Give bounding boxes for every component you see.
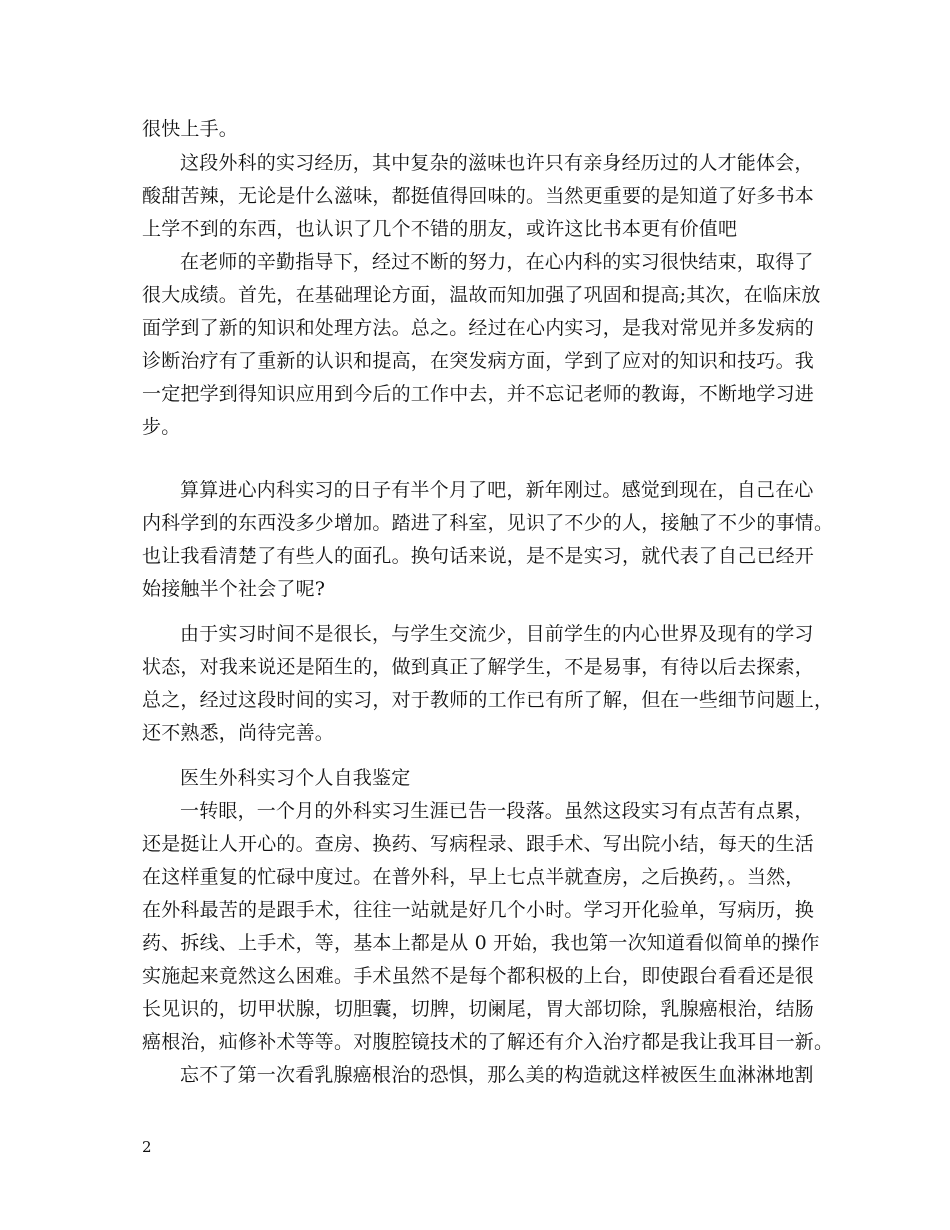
page-number: 2 <box>142 1138 152 1156</box>
text-line: 实施起来竟然这么困难。手术虽然不是每个都积极的上台，即使跟台看看还是很 <box>142 965 815 987</box>
text-line: 一定把学到得知识应用到今后的工作中去，并不忘记老师的教诲，不断地学习进 <box>142 383 815 405</box>
paragraph-start-line: 一转眼，一个月的外科实习生涯已告一段落。虽然这段实习有点苦有点累， <box>180 800 814 822</box>
text-line: 诊断治疗有了重新的认识和提高，在突发病方面，学到了应对的知识和技巧。我 <box>142 350 815 372</box>
text-line: 很快上手。 <box>142 118 239 140</box>
text-line: 在外科最苦的是跟手术，往往一站就是好几个小时。学习开化验单，写病历，换 <box>142 899 815 921</box>
text-line: 面学到了新的知识和处理方法。总之。经过在心内实习，是我对常见并多发病的 <box>142 317 815 339</box>
text-line: 步。 <box>142 416 181 438</box>
text-line: 酸甜苦辣，无论是什么滋味，都挺值得回味的。当然更重要的是知道了好多书本 <box>142 185 815 207</box>
text-line: 总之，经过这段时间的实习，对于教师的工作已有所了解，但在一些细节问题上， <box>142 689 834 711</box>
paragraph-start-line: 由于实习时间不是很长，与学生交流少，目前学生的内心世界及现有的学习 <box>180 623 814 645</box>
text-line: 上学不到的东西，也认识了几个不错的朋友，或许这比书本更有价值吧 <box>142 218 738 240</box>
paragraph-start-line: 这段外科的实习经历，其中复杂的滋味也许只有亲身经历过的人才能体会， <box>180 152 814 174</box>
paragraph-start-line: 在老师的辛勤指导下，经过不断的努力，在心内科的实习很快结束，取得了 <box>180 251 814 273</box>
text-line: 状态，对我来说还是陌生的，做到真正了解学生，不是易事，有待以后去探索， <box>142 656 815 678</box>
paragraph-start-line: 算算进心内科实习的日子有半个月了吧，新年刚过。感觉到现在，自己在心 <box>180 479 814 501</box>
text-line: 很大成绩。首先，在基础理论方面，温故而知加强了巩固和提高;其次，在临床放 <box>142 284 821 306</box>
text-line: 还是挺让人开心的。查房、换药、写病程录、跟手术、写出院小结，每天的生活 <box>142 833 815 855</box>
text-line: 长见识的，切甲状腺，切胆囊，切脾，切阑尾，胃大部切除，乳腺癌根治，结肠 <box>142 998 815 1020</box>
paragraph-start-line: 忘不了第一次看乳腺癌根治的恐惧，那么美的构造就这样被医生血淋淋地割 <box>180 1064 814 1086</box>
text-line: 癌根治，疝修补术等等。对腹腔镜技术的了解还有介入治疗都是我让我耳目一新。 <box>142 1031 834 1053</box>
text-line: 始接触半个社会了呢? <box>142 578 326 600</box>
text-line: 药、拆线、上手术，等，基本上都是从 0 开始，我也第一次知道看似简单的操作 <box>142 932 820 954</box>
text-line: 还不熟悉，尚待完善。 <box>142 722 335 744</box>
text-line: 内科学到的东西没多少增加。踏进了科室，见识了不少的人，接触了不少的事情。 <box>142 512 834 534</box>
text-line: 在这样重复的忙碌中度过。在普外科，早上七点半就查房，之后换药，。当然， <box>142 866 805 888</box>
text-line: 也让我看清楚了有些人的面孔。换句话来说，是不是实习，就代表了自己已经开 <box>142 545 815 567</box>
section-heading: 医生外科实习个人自我鉴定 <box>180 767 411 789</box>
